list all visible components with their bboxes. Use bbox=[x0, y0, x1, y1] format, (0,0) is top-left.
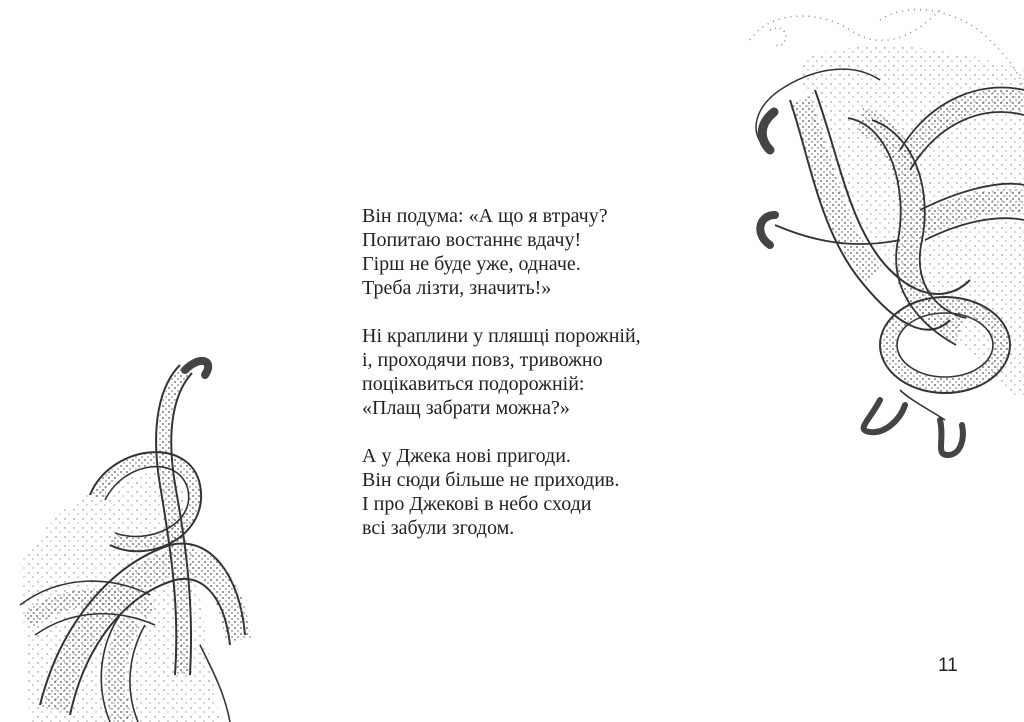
stanza-3 bbox=[362, 444, 722, 540]
poem-line: і, проходячи повз, тривожно bbox=[362, 349, 603, 371]
page-number: 11 bbox=[938, 655, 958, 676]
poem-line: Попитаю востаннє вдачу! bbox=[362, 229, 582, 251]
poem-line: Він подума: «А що я втрачу? bbox=[362, 205, 608, 227]
poem-line: поцікавиться подорожній: bbox=[362, 373, 585, 395]
poem-line: Гірш не буде уже, одначе. bbox=[362, 253, 581, 275]
stanza-1 bbox=[362, 204, 722, 300]
poem-line: Треба лізти, значить!» bbox=[362, 277, 552, 299]
poem-line: А у Джека нові пригоди. bbox=[362, 445, 571, 467]
poem-line: І про Джекові в небо сходи bbox=[362, 493, 592, 515]
stanza-2 bbox=[362, 324, 722, 420]
poem-line: Ні краплини у пляшці порожній, bbox=[362, 325, 641, 347]
poem-line: «Плащ забрати можна?» bbox=[362, 397, 570, 419]
poem-line: Він сюди більше не приходив. bbox=[362, 469, 620, 491]
beanstalk-illustration-bottom-left bbox=[0, 345, 260, 722]
poem bbox=[362, 204, 722, 564]
beanstalk-illustration-top-right bbox=[730, 0, 1024, 470]
poem-line: всі забули згодом. bbox=[362, 517, 515, 539]
